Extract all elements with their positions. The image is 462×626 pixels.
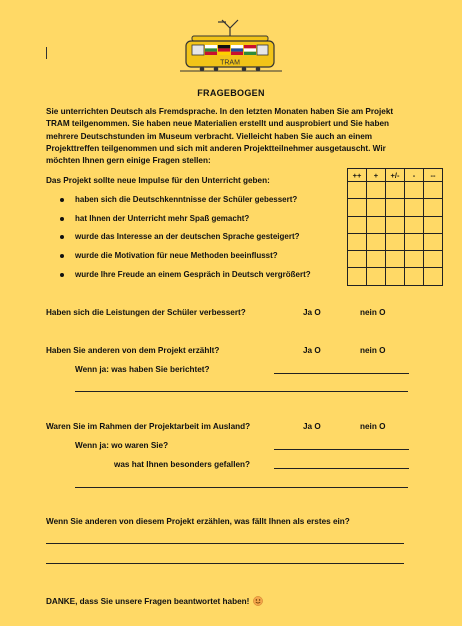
smiley-face-icon — [253, 596, 263, 606]
rating-cell[interactable] — [386, 199, 405, 216]
logo-text: TRAM — [220, 59, 240, 67]
rating-cell[interactable] — [348, 251, 367, 268]
page-title: FRAGEBOGEN — [197, 88, 265, 98]
q2-answer-line-1[interactable] — [274, 373, 409, 374]
rating-cell[interactable] — [386, 251, 405, 268]
rating-cell[interactable] — [405, 182, 424, 199]
rating-cell[interactable] — [367, 268, 386, 285]
list-item: hat Ihnen der Unterricht mehr Spaß gemacht? — [60, 214, 311, 233]
question-told-others: Haben Sie anderen von dem Projekt erzählt? — [46, 346, 220, 355]
bullet-icon — [60, 254, 64, 258]
rating-cell[interactable] — [367, 199, 386, 216]
rating-cell[interactable] — [367, 233, 386, 250]
bullet-icon — [60, 273, 64, 277]
bullet-icon — [60, 198, 64, 202]
rating-cell[interactable] — [367, 182, 386, 199]
thanks-text: DANKE, dass Sie unsere Fragen beantwortet haben! — [46, 596, 250, 606]
rating-cell[interactable] — [386, 182, 405, 199]
rating-cell[interactable] — [386, 233, 405, 250]
rating-cell[interactable] — [348, 233, 367, 250]
rating-cell[interactable] — [405, 216, 424, 233]
scale-header: - — [405, 169, 424, 182]
q1-no-option[interactable]: nein O — [360, 308, 386, 317]
list-item: wurde die Motivation für neue Methoden beeinflusst? — [60, 251, 311, 270]
thanks-line — [46, 596, 263, 606]
tram-logo — [178, 18, 284, 74]
rating-cell[interactable] — [424, 182, 443, 199]
rating-cell[interactable] — [405, 251, 424, 268]
q3-no-option[interactable]: nein O — [360, 422, 386, 431]
impulse-lead: Das Projekt sollte neue Impulse für den Unterricht geben: — [46, 176, 270, 185]
question-first-thought: Wenn Sie anderen von diesem Projekt erzählen, was fällt Ihnen als erstes ein? — [46, 517, 350, 526]
rating-cell[interactable] — [424, 268, 443, 285]
rating-cell[interactable] — [424, 216, 443, 233]
rating-cell[interactable] — [405, 199, 424, 216]
question-abroad: Waren Sie im Rahmen der Projektarbeit im Ausland? — [46, 422, 251, 431]
text-cursor — [46, 47, 47, 59]
q2-no-option[interactable]: nein O — [360, 346, 386, 355]
q3-liked-line-1[interactable] — [274, 468, 409, 469]
rating-cell[interactable] — [348, 182, 367, 199]
rating-cell[interactable] — [367, 216, 386, 233]
scale-header: -- — [424, 169, 443, 182]
rating-cell[interactable] — [424, 233, 443, 250]
scale-header: + — [367, 169, 386, 182]
rating-cell[interactable] — [405, 233, 424, 250]
rating-cell[interactable] — [367, 251, 386, 268]
flag-windows — [192, 45, 268, 55]
list-item: wurde das Interesse an der deutschen Sprache gesteigert? — [60, 232, 311, 251]
impulse-list — [60, 195, 311, 288]
q3-liked-label: was hat Ihnen besonders gefallen? — [114, 460, 251, 469]
q2-yes-option[interactable]: Ja O — [303, 346, 321, 355]
q2-followup-label: Wenn ja: was haben Sie berichtet? — [75, 365, 210, 374]
list-item: wurde Ihre Freude an einem Gespräch in Deutsch vergrößert? — [60, 270, 311, 289]
q4-answer-line-2[interactable] — [46, 563, 404, 564]
rating-cell[interactable] — [348, 268, 367, 285]
q4-answer-line-1[interactable] — [46, 543, 404, 544]
bullet-icon — [60, 235, 64, 239]
q3-liked-line-2[interactable] — [75, 487, 408, 488]
q3-where-line[interactable] — [274, 449, 409, 450]
rating-cell[interactable] — [386, 268, 405, 285]
rating-cell[interactable] — [348, 199, 367, 216]
q2-answer-line-2[interactable] — [75, 391, 408, 392]
rating-cell[interactable] — [424, 251, 443, 268]
scale-header: +/- — [386, 169, 405, 182]
rating-cell[interactable] — [386, 216, 405, 233]
rating-cell[interactable] — [348, 216, 367, 233]
rating-cell[interactable] — [424, 199, 443, 216]
intro-paragraph: Sie unterrichten Deutsch als Fremdsprache. In den letzten Monaten haben Sie am Projekt TRAM teilgenommen. Sie haben neue Materialien erstellt und ausprobiert und Sie haben mehrere Deutschstunden im Museum verbracht. Vielleicht haben Sie auch an einem Projekttreffen teilgenommen und sich mit anderen Projektteilnehmer ausgetauscht. Wir möchten Ihnen gern einige Fragen stellen: — [46, 107, 394, 166]
rating-cell[interactable] — [405, 268, 424, 285]
list-item: haben sich die Deutschkenntnisse der Schüler gebessert? — [60, 195, 311, 214]
scale-header: ++ — [348, 169, 367, 182]
q3-where-label: Wenn ja: wo waren Sie? — [75, 441, 169, 450]
q1-yes-option[interactable]: Ja O — [303, 308, 321, 317]
question-performance: Haben sich die Leistungen der Schüler verbessert? — [46, 308, 246, 317]
bullet-icon — [60, 217, 64, 221]
q3-yes-option[interactable]: Ja O — [303, 422, 321, 431]
rating-table — [347, 168, 443, 286]
